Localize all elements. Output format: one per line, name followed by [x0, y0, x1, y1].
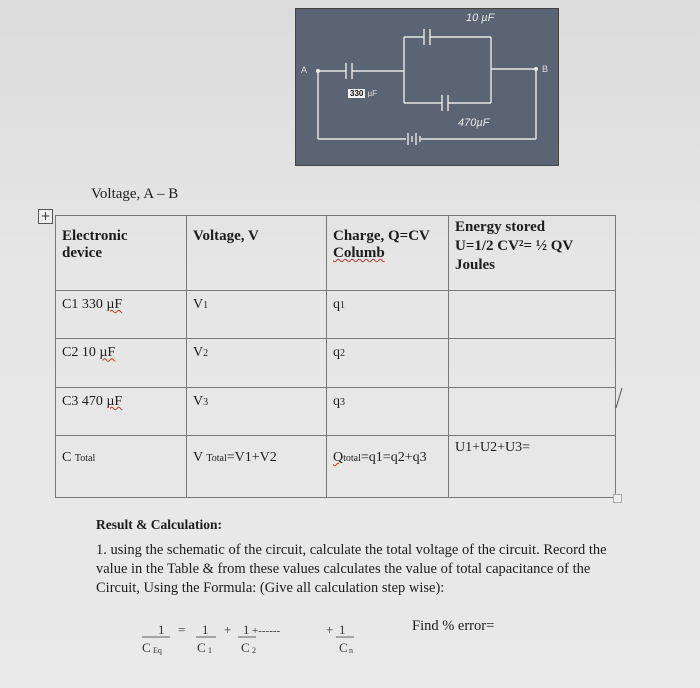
f-t2-num: 1 — [243, 622, 250, 637]
charge-cell[interactable]: q2 — [327, 339, 449, 387]
table-total-row — [56, 436, 616, 498]
charge-cell[interactable]: q1 — [327, 291, 449, 339]
result-section — [96, 515, 636, 598]
result-title: Result & Calculation: — [96, 517, 222, 532]
table-header-row — [56, 216, 616, 291]
voltage-cell[interactable]: V2 — [187, 339, 327, 387]
f-dots: +------ — [252, 625, 281, 637]
table-resize-handle[interactable] — [613, 494, 622, 503]
formula-graphic — [140, 620, 380, 660]
circuit-wires — [296, 9, 558, 165]
f-eq: = — [178, 622, 186, 637]
cap-330-unit: µF — [367, 89, 378, 98]
voltage-title: Voltage, A – B — [91, 186, 179, 202]
f-tn-num: 1 — [339, 622, 346, 637]
f-lhs-sub: Eq — [153, 646, 162, 655]
f-plus2: + — [326, 622, 334, 637]
f-t2-den: C — [241, 640, 250, 655]
capacitor-table — [55, 215, 616, 498]
table-row — [56, 387, 616, 435]
table-expand-icon[interactable]: + — [38, 209, 53, 224]
device-cell: C3 470 µF — [56, 387, 187, 435]
cap-330uf-label — [348, 89, 377, 98]
table-row — [56, 291, 616, 339]
circuit-schematic — [295, 8, 559, 166]
voltage-cell[interactable]: V3 — [187, 387, 327, 435]
header-energy: Energy stored U=1/2 CV²= ½ QV Joules — [449, 216, 616, 291]
f-t2-sub: 2 — [252, 646, 256, 655]
energy-cell[interactable] — [449, 291, 616, 339]
node-b-label: B — [542, 64, 549, 74]
f-t1-num: 1 — [202, 622, 209, 637]
cap-10uf-label: 10 µF — [466, 12, 495, 24]
device-cell: C2 10 µF — [56, 339, 187, 387]
f-tn-sub: n — [349, 646, 353, 655]
f-lhs-num: 1 — [158, 622, 165, 637]
device-total-cell: C Total — [56, 436, 187, 498]
f-tn-den: C — [339, 640, 348, 655]
cap-470uf-label: 470µF — [458, 117, 490, 129]
f-t1-sub: 1 — [208, 646, 212, 655]
energy-total-cell[interactable]: U1+U2+U3= — [449, 436, 616, 498]
pen-mark — [612, 386, 626, 410]
energy-cell[interactable] — [449, 387, 616, 435]
device-cell: C1 330 µF — [56, 291, 187, 339]
node-a-label: A — [301, 65, 308, 75]
energy-cell[interactable] — [449, 339, 616, 387]
capacitance-formula — [140, 620, 380, 664]
f-t1-den: C — [197, 640, 206, 655]
header-voltage: Voltage, V — [187, 216, 327, 291]
header-charge: Charge, Q=CV Columb — [327, 216, 449, 291]
table-row — [56, 339, 616, 387]
voltage-cell[interactable]: V1 — [187, 291, 327, 339]
charge-total-cell[interactable]: Qtotal=q1=q2+q3 — [327, 436, 449, 498]
charge-cell[interactable]: q3 — [327, 387, 449, 435]
cap-330-value: 330 — [350, 89, 364, 98]
voltage-total-cell[interactable]: V Total=V1+V2 — [187, 436, 327, 498]
find-error-label: Find % error= — [412, 618, 495, 634]
header-device: Electronic device — [56, 216, 187, 291]
result-instructions: 1. using the schematic of the circuit, calculate the total voltage of the circuit. Record the value in the Table & from these values calculates the value of total capacitance of the Circuit, Using the Formula: (Give all calculation step wise): — [96, 542, 607, 596]
f-plus: + — [224, 622, 232, 637]
f-lhs-den: C — [142, 640, 151, 655]
